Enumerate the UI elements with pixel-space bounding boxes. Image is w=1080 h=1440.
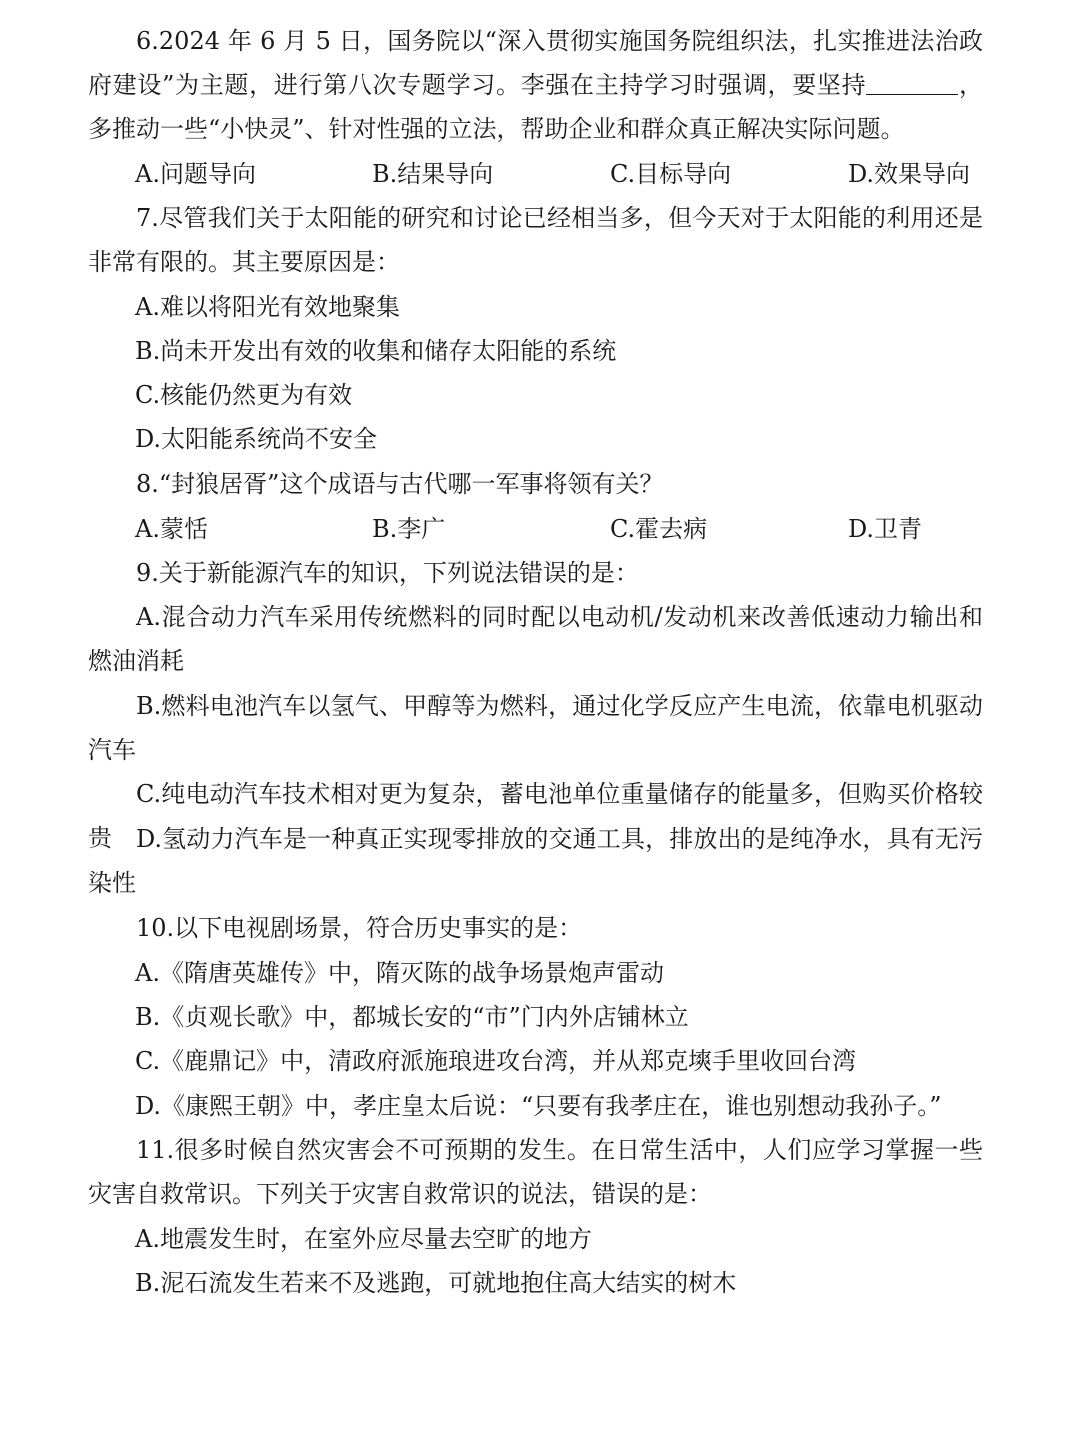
question-6	[88, 19, 983, 151]
question-9	[88, 551, 983, 595]
question-text: “封狼居胥”这个成语与古代哪一军事将领有关？	[158, 470, 664, 498]
option-b: B.尚未开发出有效的收集和储存太阳能的系统	[135, 337, 617, 365]
question-8	[88, 462, 983, 506]
option-a: A.混合动力汽车采用传统燃料的同时配以电动机/发动机来改善低速动力输出和燃油消耗	[88, 603, 983, 675]
option-a: A.蒙恬	[135, 515, 208, 543]
question-text: 很多时候自然灾害会不可预期的发生。在日常生活中，人们应学习掌握一些灾害自救常识。下列关于灾害自救常识的说法，错误的是：	[88, 1136, 983, 1208]
question-number: 10.	[136, 914, 175, 942]
option-d: D.《康熙王朝》中，孝庄皇太后说：“只要有我孝庄在，谁也别想动我孙子。”	[135, 1092, 942, 1120]
option-a: A.问题导向	[135, 160, 256, 188]
option-b: B.李广	[372, 515, 446, 543]
answer-blank	[866, 72, 958, 95]
option-c: C.核能仍然更为有效	[135, 381, 353, 409]
option-b: B.结果导向	[372, 160, 494, 188]
question-number: 6.	[136, 27, 159, 55]
question-number: 9.	[136, 559, 159, 587]
question-number: 7.	[136, 204, 159, 232]
question-text: 尽管我们关于太阳能的研究和讨论已经相当多，但今天对于太阳能的利用还是非常有限的。其主要原因是：	[88, 204, 983, 276]
option-a: A.《隋唐英雄传》中，隋灭陈的战争场景炮声雷动	[135, 959, 664, 987]
question-number: 8.	[136, 470, 159, 498]
question-text-continued: ，多推动一些“小快灵”、针对性强的立法，帮助企业和群众真正解决实际问题。	[88, 71, 984, 143]
option-a: A.难以将阳光有效地聚集	[135, 293, 400, 321]
option-d: D.卫青	[848, 515, 923, 543]
option-b: B.泥石流发生若来不及逃跑，可就地抱住高大结实的树木	[135, 1269, 737, 1297]
question-7	[88, 196, 983, 284]
option-d: D.氢动力汽车是一种真正实现零排放的交通工具，排放出的是纯净水，具有无污染性	[88, 825, 983, 897]
option-a: A.地震发生时，在室外应尽量去空旷的地方	[135, 1225, 592, 1253]
option-c: C.霍去病	[610, 515, 708, 543]
option-d: D.太阳能系统尚不安全	[135, 425, 378, 453]
question-10	[88, 906, 983, 950]
option-c: C.纯电动汽车技术相对更为复杂，蓄电池单位重量储存的能量多，但购买价格较贵	[88, 780, 983, 852]
option-b: B.燃料电池汽车以氢气、甲醇等为燃料，通过化学反应产生电流，依靠电机驱动汽车	[88, 692, 983, 764]
option-c: C.《鹿鼎记》中，清政府派施琅进攻台湾，并从郑克塽手里收回台湾	[135, 1047, 857, 1075]
question-number: 11.	[136, 1136, 175, 1164]
option-d: D.效果导向	[848, 160, 971, 188]
option-c: C.目标导向	[610, 160, 732, 188]
question-text: 关于新能源汽车的知识，下列说法错误的是：	[158, 559, 639, 587]
option-b: B.《贞观长歌》中，都城长安的“市”门内外店铺林立	[135, 1003, 689, 1031]
question-11	[88, 1128, 983, 1216]
question-text: 2024 年 6 月 5 日，国务院以“深入贯彻实施国务院组织法，扎实推进法治政府建设”为主题，进行第八次专题学习。李强在主持学习时强调，要坚持	[88, 27, 983, 99]
question-text: 以下电视剧场景，符合历史事实的是：	[174, 914, 583, 942]
